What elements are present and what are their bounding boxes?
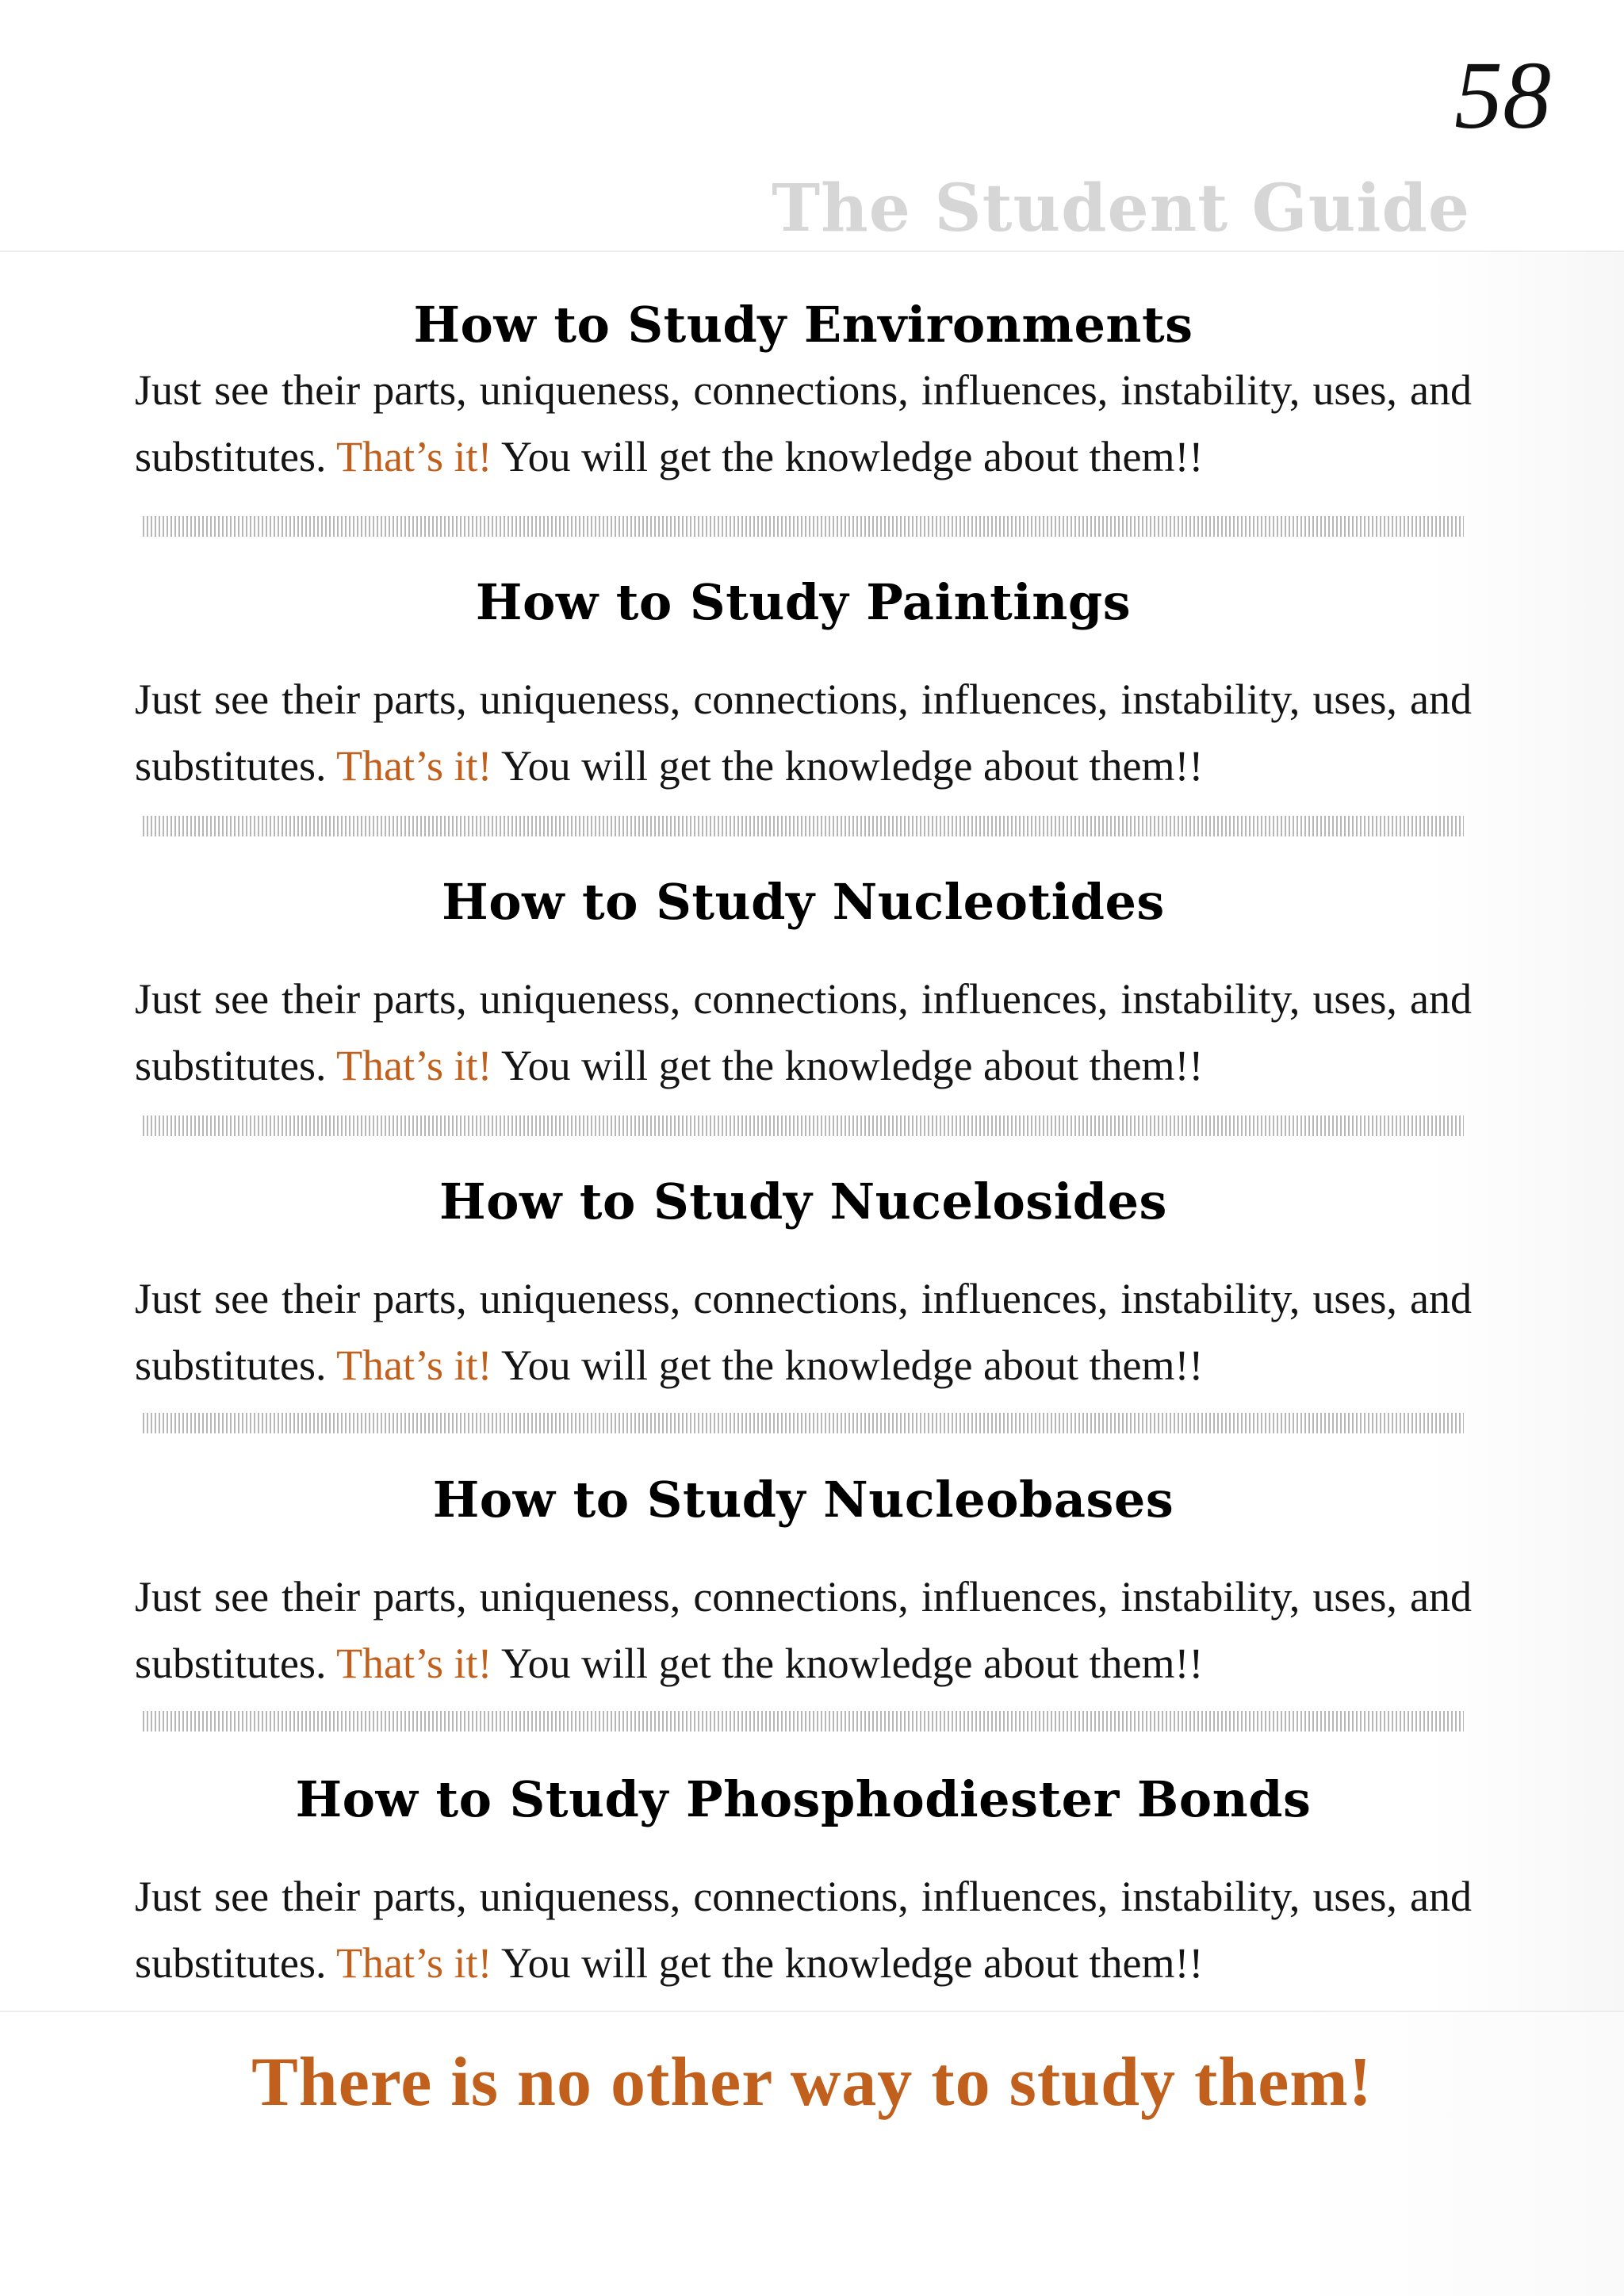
section-body [135,357,1472,490]
body-text: Just see their parts, uniqueness, connections, influences, instability, uses, and substitutes. [135,366,1472,480]
section-title: How to Study Nucleobases [432,1471,1174,1529]
body-text-end: You will get the knowledge about them!! [492,1640,1204,1687]
highlight-text: That’s it! [336,1640,492,1687]
body-text-end: You will get the knowledge about them!! [492,742,1204,790]
body-text-end: You will get the knowledge about them!! [492,1042,1204,1089]
section-divider [143,1711,1464,1732]
section-body [135,666,1472,799]
highlight-text: That’s it! [336,742,492,790]
body-text-end: You will get the knowledge about them!! [492,433,1204,480]
section-divider [143,816,1464,836]
section-title: How to Study Nucleotides [442,873,1165,931]
section-title: How to Study Phosphodiester Bonds [295,1770,1312,1828]
section-divider [143,516,1464,537]
body-text-end: You will get the knowledge about them!! [492,1939,1204,1987]
section-nucelosides [135,1170,1472,1399]
section-environments [135,293,1472,490]
page-number: 58 [1454,42,1551,149]
body-text-end: You will get the knowledge about them!! [492,1341,1204,1389]
body-text: Just see their parts, uniqueness, connections, influences, instability, uses, and substitutes. [135,1573,1472,1687]
section-body [135,966,1472,1099]
highlight-text: That’s it! [336,1341,492,1389]
section-paintings [135,571,1472,799]
section-divider [143,1115,1464,1136]
section-body [135,1265,1472,1399]
section-title: How to Study Nucelosides [439,1173,1167,1230]
body-text: Just see their parts, uniqueness, connections, influences, instability, uses, and substitutes. [135,1275,1472,1389]
section-nucleotides [135,871,1472,1099]
section-title: How to Study Paintings [475,573,1132,631]
closing-statement: There is no other way to study them! [251,2044,1373,2121]
book-title: The Student Guide [772,170,1470,247]
section-divider [143,1413,1464,1433]
body-text: Just see their parts, uniqueness, connections, influences, instability, uses, and substitutes. [135,675,1472,790]
highlight-text: That’s it! [336,433,492,480]
highlight-text: That’s it! [336,1042,492,1089]
body-text: Just see their parts, uniqueness, connections, influences, instability, uses, and substitutes. [135,1873,1472,1987]
section-title: How to Study Environments [413,296,1193,354]
section-body [135,1863,1472,1996]
section-phosphodiester-bonds [135,1768,1472,1996]
section-body [135,1563,1472,1697]
body-text: Just see their parts, uniqueness, connections, influences, instability, uses, and substitutes. [135,975,1472,1089]
section-nucleobases [135,1468,1472,1697]
highlight-text: That’s it! [336,1939,492,1987]
